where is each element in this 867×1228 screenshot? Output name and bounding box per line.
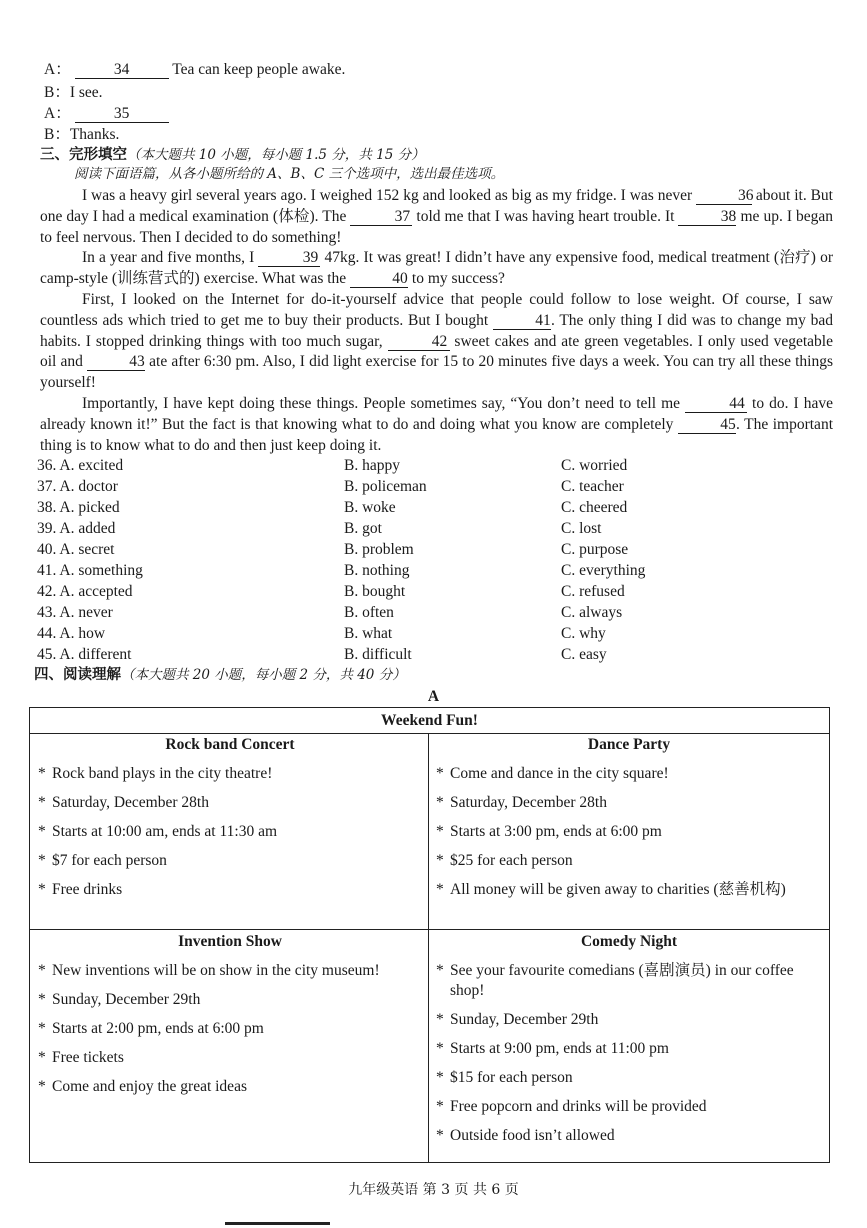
page-footer: 九年级英语 第 3 页 共 6 页	[348, 1182, 519, 1198]
table-divider-horizontal	[30, 929, 829, 930]
bullet-star-icon: *	[436, 1069, 444, 1086]
event-item: * Rock band plays in the city theatre!	[38, 765, 273, 782]
passage-text: told me that I was having heart trouble. It	[412, 207, 679, 225]
bullet-star-icon: *	[38, 823, 46, 840]
option-a: 45. A. different	[37, 646, 132, 663]
bullet-star-icon: *	[38, 794, 46, 811]
event-item: * Starts at 10:00 am, ends at 11:30 am	[38, 823, 277, 840]
section-4-note: （本大题共 20 小题，每小题 2 分，共 40 分）	[121, 667, 406, 683]
option-a: 44. A. how	[37, 625, 106, 642]
dialogue-speaker: A：	[44, 105, 71, 122]
section-4-heading	[34, 665, 406, 685]
dialogue-line	[44, 83, 103, 103]
event-item: * Saturday, December 28th	[38, 794, 209, 811]
answer-blank: 40	[350, 271, 408, 288]
passage-text: about it. But one day I had a medical examination (体检). The	[40, 187, 833, 225]
table-title: Weekend Fun!	[30, 708, 829, 734]
event-item: * Starts at 2:00 pm, ends at 6:00 pm	[38, 1020, 264, 1037]
section-3-heading	[40, 145, 425, 165]
passage-paragraph	[40, 394, 833, 456]
option-b: B. often	[344, 604, 394, 621]
option-c: C. purpose	[561, 541, 629, 558]
bullet-star-icon: *	[38, 1049, 46, 1066]
option-b: B. happy	[344, 457, 400, 474]
event-item: * Sunday, December 29th	[38, 991, 201, 1008]
section-3-note: （本大题共 10 小题，每小题 1.5 分，共 15 分）	[127, 147, 425, 163]
footer-bar	[225, 1222, 330, 1225]
option-a: 41. A. something	[37, 562, 143, 579]
answer-blank: 44	[685, 396, 747, 413]
weekend-fun-table	[29, 707, 830, 1163]
passage-text: In a year and five months, I	[82, 249, 259, 267]
option-a: 38. A. picked	[37, 499, 120, 516]
option-b: B. problem	[344, 541, 414, 558]
dialogue-line	[44, 104, 169, 124]
bullet-star-icon: *	[436, 1011, 444, 1028]
event-item: * Starts at 3:00 pm, ends at 6:00 pm	[436, 823, 662, 840]
passage-text: to my success?	[408, 270, 505, 288]
option-a: 37. A. doctor	[37, 478, 118, 495]
section-3-instruction: 阅读下面语篇，从各小题所给的 A、B、C 三个选项中，选出最佳选项。	[74, 166, 505, 182]
option-a: 42. A. accepted	[37, 583, 133, 600]
dialogue-speaker: A：	[44, 61, 71, 78]
bullet-star-icon: *	[436, 1127, 444, 1144]
option-a: 36. A. excited	[37, 457, 124, 474]
dialogue-speaker: B：	[44, 126, 70, 143]
option-c: C. refused	[561, 583, 625, 600]
event-item: * New inventions will be on show in the city museum!	[38, 962, 380, 979]
dialogue-speaker: B：	[44, 84, 70, 101]
event-item: * $7 for each person	[38, 852, 167, 869]
bullet-star-icon: *	[38, 852, 46, 869]
option-b: B. got	[344, 520, 382, 537]
passage-text: to do. I have already known it!” But the fact is that knowing what to do and doing what you know are completely	[40, 394, 833, 433]
event-cell-invention-show	[38, 932, 422, 1097]
answer-blank: 34	[75, 62, 169, 79]
option-c: C. teacher	[561, 478, 624, 495]
answer-blank: 36	[696, 188, 752, 205]
option-c: C. easy	[561, 646, 607, 663]
event-item: * See your favourite comedians (喜剧演员) in our coffee shop!	[436, 962, 794, 999]
dialogue-text: Thanks.	[69, 126, 120, 143]
passage-text: ate after 6:30 pm. Also, I did light exercise for 15 to 20 minutes five days a week. You can try all these things yourself!	[40, 353, 834, 392]
event-item: * $25 for each person	[436, 852, 573, 869]
option-a: 43. A. never	[37, 604, 113, 621]
option-b: B. bought	[344, 583, 406, 600]
option-b: B. nothing	[344, 562, 410, 579]
dialogue-text: Tea can keep people awake.	[172, 61, 346, 78]
event-item: * Sunday, December 29th	[436, 1011, 599, 1028]
event-title: Invention Show	[178, 933, 282, 950]
part-label: A	[427, 688, 440, 705]
answer-blank: 39	[258, 250, 320, 267]
bullet-star-icon: *	[436, 1040, 444, 1057]
answer-blank: 41	[493, 313, 551, 330]
passage-paragraph	[40, 290, 833, 394]
option-c: C. always	[561, 604, 623, 621]
passage-text: Importantly, I have kept doing these things. People sometimes say, “You don’t need to tell me	[82, 394, 686, 412]
bullet-star-icon: *	[436, 794, 444, 811]
passage-text: . The only thing I did was to change my bad habits. I stopped drinking things with too much sugar,	[40, 311, 833, 350]
option-a: 40. A. secret	[37, 541, 115, 558]
event-item: * Starts at 9:00 pm, ends at 11:00 pm	[436, 1040, 669, 1057]
option-c: C. why	[561, 625, 606, 642]
bullet-star-icon: *	[38, 765, 46, 782]
event-title: Rock band Concert	[165, 736, 295, 753]
answer-blank: 37	[350, 209, 412, 226]
answer-blank: 45	[678, 417, 736, 434]
bullet-star-icon: *	[436, 852, 444, 869]
event-item: * Free tickets	[38, 1049, 124, 1066]
option-c: C. everything	[561, 562, 646, 579]
option-b: B. policeman	[344, 478, 427, 495]
cloze-passage	[40, 186, 833, 456]
bullet-star-icon: *	[38, 991, 46, 1008]
bullet-star-icon: *	[436, 823, 444, 840]
option-c: C. worried	[561, 457, 628, 474]
passage-text: . The important thing is to know what to do and then just keep doing it.	[40, 415, 833, 454]
bullet-star-icon: *	[38, 962, 46, 979]
dialogue-line	[44, 60, 345, 80]
event-item: * Come and dance in the city square!	[436, 765, 669, 782]
bullet-star-icon: *	[436, 962, 444, 979]
option-b: B. what	[344, 625, 393, 642]
event-cell-dance-party	[436, 735, 822, 900]
event-item: * Come and enjoy the great ideas	[38, 1078, 247, 1095]
answer-blank: 42	[388, 334, 450, 351]
event-item: * Outside food isn’t allowed	[436, 1127, 615, 1144]
bullet-star-icon: *	[38, 881, 46, 898]
event-item: * Free popcorn and drinks will be provided	[436, 1098, 707, 1115]
answer-blank: 38	[678, 209, 736, 226]
answer-blank: 43	[87, 354, 145, 371]
passage-paragraph	[40, 248, 833, 290]
event-item: * Saturday, December 28th	[436, 794, 607, 811]
bullet-star-icon: *	[436, 1098, 444, 1115]
event-title: Comedy Night	[580, 933, 677, 950]
answer-blank: 35	[75, 106, 169, 123]
bullet-star-icon: *	[436, 765, 444, 782]
event-item: * Free drinks	[38, 881, 123, 898]
option-c: C. lost	[561, 520, 602, 537]
event-cell-comedy-night	[436, 932, 822, 1146]
option-b: B. woke	[344, 499, 396, 516]
passage-paragraph	[40, 186, 833, 248]
option-c: C. cheered	[561, 499, 628, 516]
table-divider-vertical	[428, 733, 429, 1162]
option-a: 39. A. added	[37, 520, 116, 537]
bullet-star-icon: *	[38, 1078, 46, 1095]
passage-text: I was a heavy girl several years ago. I weighed 152 kg and looked as big as my fridge. I was never	[82, 187, 697, 204]
event-item: * $15 for each person	[436, 1069, 573, 1086]
bullet-star-icon: *	[38, 1020, 46, 1037]
event-cell-rock-band	[38, 735, 422, 900]
passage-text: 47kg. It was great! I didn’t have any expensive food, medical treatment (治疗) or camp-style (训练营式的) exercise. What was the	[40, 249, 833, 288]
section-3-title: 三、完形填空	[40, 147, 127, 163]
dialogue-text: I see.	[69, 84, 103, 101]
event-title: Dance Party	[587, 736, 671, 753]
section-4-title: 四、阅读理解	[34, 667, 121, 683]
passage-text: First, I looked on the Internet for do-it-yourself advice that people could follow to lose weight. Of course, I saw countless ads which tried to get me to buy their products. But I bought	[40, 290, 833, 329]
dialogue-line	[44, 125, 119, 145]
bullet-star-icon: *	[436, 881, 444, 898]
passage-text: sweet cakes and ate green vegetables. I only used vegetable oil and	[40, 332, 833, 371]
option-b: B. difficult	[344, 646, 412, 663]
event-item: * All money will be given away to charities (慈善机构)	[436, 881, 786, 898]
passage-text: me up. I began to feel nervous. Then I decided to do something!	[40, 207, 834, 246]
